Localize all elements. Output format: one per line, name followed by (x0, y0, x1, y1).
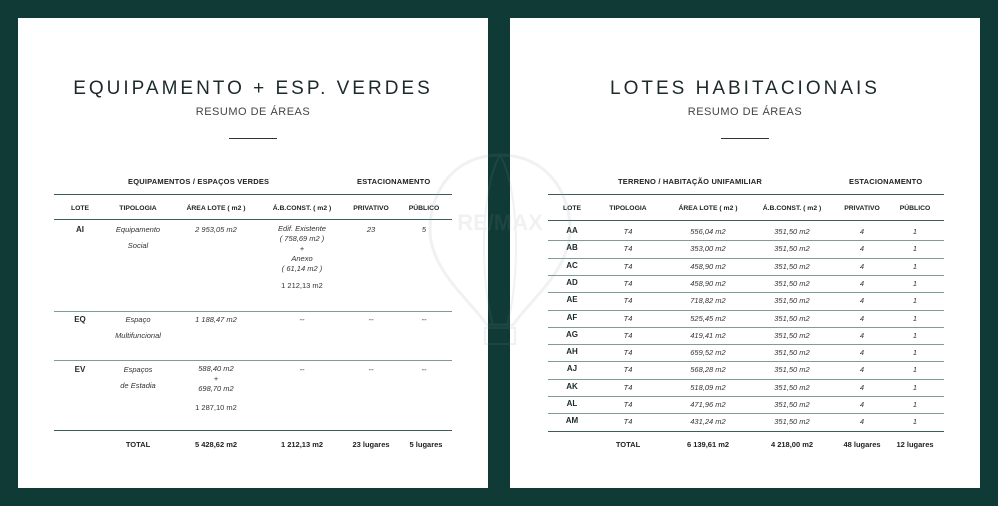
right-row-ae-privativo: 4 (859, 296, 865, 306)
right-header-publico: PÚBLICO (899, 205, 931, 212)
right-row-ae-abc: 351,50 m2 (774, 296, 810, 306)
right-divider (721, 138, 769, 139)
right-row-ab-lote: AB (566, 243, 578, 253)
right-row-ae-publico: 1 (912, 296, 918, 306)
text-line: + (213, 374, 219, 383)
right-row-ak-privativo: 4 (859, 382, 865, 392)
right-group-estacionamento: ESTACIONAMENTO (849, 177, 923, 186)
right-total-abc: 4 218,00 m2 (770, 440, 814, 449)
text-line: Equipamento (115, 225, 161, 234)
right-row-ag-publico: 1 (912, 330, 918, 340)
text-line: Espaço (125, 315, 151, 324)
right-row-ad-tipologia: T4 (623, 278, 633, 288)
text-line: Edif. Existente (278, 224, 326, 233)
left-row-ai-publico: 5 (421, 225, 427, 234)
right-row-divider (548, 396, 944, 397)
left-header-abc: Á.B.CONST. ( m2 ) (272, 205, 332, 212)
remax-balloon-watermark (425, 150, 575, 350)
left-row-eq-privativo: -- (368, 315, 374, 324)
right-row-aj-abc: 351,50 m2 (774, 365, 810, 375)
right-row-divider (548, 310, 944, 311)
right-total-area: 6 139,61 m2 (686, 440, 730, 449)
right-row-divider (548, 240, 944, 241)
right-row-am-publico: 1 (912, 417, 918, 427)
left-row-divider (54, 311, 452, 312)
right-row-divider (548, 275, 944, 276)
left-total-line (54, 430, 452, 431)
left-row-eq-publico: -- (421, 315, 427, 324)
right-row-ab-privativo: 4 (859, 244, 865, 254)
right-row-ad-privativo: 4 (859, 278, 865, 288)
right-row-af-abc: 351,50 m2 (774, 313, 810, 323)
left-header-line-bottom (54, 219, 452, 220)
right-row-ad-abc: 351,50 m2 (774, 278, 810, 288)
left-divider (229, 138, 277, 139)
right-header-line-top (548, 194, 944, 195)
right-row-aa-privativo: 4 (859, 227, 865, 236)
left-group-equipamentos: EQUIPAMENTOS / ESPAÇOS VERDES (128, 177, 270, 186)
right-panel (510, 18, 980, 488)
right-row-aa-tipologia: T4 (623, 227, 633, 236)
text-line: de Estadia (120, 381, 156, 390)
right-row-aj-tipologia: T4 (623, 365, 633, 375)
left-row-eq-tipologia (102, 314, 174, 341)
left-subtitle: RESUMO DE ÁREAS (195, 106, 311, 118)
right-row-af-area: 525,45 m2 (690, 313, 726, 323)
left-header-lote: LOTE (70, 205, 90, 212)
right-row-ak-lote: AK (566, 381, 578, 391)
right-row-af-publico: 1 (912, 313, 918, 323)
right-row-ah-publico: 1 (912, 348, 918, 358)
right-row-aj-area: 568,28 m2 (690, 365, 726, 375)
left-row-ev-publico: -- (421, 365, 427, 374)
left-row-ev-area (176, 364, 256, 413)
right-row-am-area: 431,24 m2 (690, 417, 726, 427)
right-row-aa-abc: 351,50 m2 (774, 227, 810, 236)
right-total-privativo: 48 lugares (843, 440, 881, 449)
right-row-ad-lote: AD (566, 277, 578, 287)
text-line: 698,70 m2 (198, 384, 234, 393)
text-line: 588,40 m2 (198, 364, 234, 373)
right-row-al-tipologia: T4 (623, 400, 633, 409)
right-row-af-privativo: 4 (859, 313, 865, 323)
right-header-tipologia: TIPOLOGIA (609, 205, 647, 212)
right-row-divider (548, 258, 944, 259)
right-row-divider (548, 431, 944, 432)
left-row-ai-tipologia (106, 224, 170, 251)
left-header-tipologia: TIPOLOGIA (119, 205, 157, 212)
right-row-ah-lote: AH (566, 347, 578, 357)
right-row-divider (548, 292, 944, 293)
right-row-af-tipologia: T4 (623, 313, 633, 323)
left-header-publico: PÚBLICO (408, 205, 440, 212)
right-row-ae-area: 718,82 m2 (690, 296, 726, 306)
right-row-divider (548, 361, 944, 362)
right-row-ad-publico: 1 (912, 278, 918, 288)
right-row-ag-privativo: 4 (859, 330, 865, 340)
right-row-ac-abc: 351,50 m2 (774, 261, 810, 271)
text-line: Multifuncional (115, 331, 161, 340)
text-line: + (299, 244, 305, 253)
right-subtitle: RESUMO DE ÁREAS (687, 106, 803, 118)
left-row-ai-abc (263, 224, 341, 291)
right-row-aa-lote: AA (566, 226, 578, 235)
right-row-ac-privativo: 4 (859, 261, 865, 271)
right-row-ad-area: 458,90 m2 (690, 278, 726, 288)
left-header-privativo: PRIVATIVO (353, 205, 389, 212)
left-total-abc: 1 212,13 m2 (280, 440, 324, 449)
left-row-ev-abc: -- (299, 365, 305, 374)
right-row-aj-privativo: 4 (859, 365, 865, 375)
right-row-al-privativo: 4 (859, 400, 865, 409)
right-row-am-abc: 351,50 m2 (774, 417, 810, 427)
left-total-publico: 5 lugares (409, 440, 443, 449)
right-total-label: TOTAL (615, 440, 641, 449)
right-row-ah-abc: 351,50 m2 (774, 348, 810, 358)
right-row-aj-lote: AJ (566, 364, 578, 374)
right-header-abc: Á.B.CONST. ( m2 ) (762, 205, 822, 212)
left-header-area: ÁREA LOTE ( m2 ) (186, 205, 246, 212)
right-row-ak-tipologia: T4 (623, 382, 633, 392)
right-row-af-lote: AF (566, 312, 578, 322)
left-row-eq-abc: -- (299, 315, 305, 324)
right-row-am-lote: AM (565, 416, 579, 426)
right-header-line-bottom (548, 220, 944, 221)
right-row-ab-tipologia: T4 (623, 244, 633, 254)
left-total-area: 5 428,62 m2 (194, 440, 238, 449)
left-total-label: TOTAL (125, 440, 151, 449)
right-row-ae-lote: AE (566, 295, 578, 305)
right-row-al-lote: AL (566, 399, 578, 408)
right-row-ab-abc: 351,50 m2 (774, 244, 810, 254)
text-line: Espaços (123, 365, 153, 374)
text-line: Social (127, 241, 149, 250)
text-line: Anexo (291, 254, 313, 263)
right-row-ag-lote: AG (566, 329, 578, 339)
right-row-ac-lote: AC (566, 260, 578, 270)
right-row-ah-area: 659,52 m2 (690, 348, 726, 358)
text-line: ( 758,69 m2 ) (279, 234, 325, 243)
right-row-ak-abc: 351,50 m2 (774, 382, 810, 392)
right-row-aa-publico: 1 (912, 227, 918, 236)
right-total-publico: 12 lugares (896, 440, 934, 449)
right-row-ac-area: 458,90 m2 (690, 261, 726, 271)
left-panel (18, 18, 488, 488)
right-row-ab-area: 353,00 m2 (690, 244, 726, 254)
right-group-terreno: TERRENO / HABITAÇÃO UNIFAMILIAR (618, 177, 762, 186)
right-header-privativo: PRIVATIVO (844, 205, 880, 212)
left-row-ev-privativo: -- (368, 365, 374, 374)
right-row-ak-area: 518,09 m2 (690, 382, 726, 392)
left-row-eq-lote: EQ (74, 315, 86, 324)
right-row-ac-tipologia: T4 (623, 261, 633, 271)
right-row-ab-publico: 1 (912, 244, 918, 254)
left-row-ai-lote: AI (76, 225, 84, 234)
left-row-ev-lote: EV (74, 365, 86, 374)
right-row-ae-tipologia: T4 (623, 296, 633, 306)
right-row-aj-publico: 1 (912, 365, 918, 375)
text-line: 1 287,10 m2 (195, 403, 237, 412)
right-row-ak-publico: 1 (912, 382, 918, 392)
right-row-ag-area: 419,41 m2 (690, 330, 726, 340)
right-row-al-area: 471,96 m2 (690, 400, 726, 409)
right-row-ah-privativo: 4 (859, 348, 865, 358)
text-line: ( 61,14 m2 ) (281, 264, 323, 273)
right-title: LOTES HABITACIONAIS (610, 78, 880, 99)
watermark-text: RE/MAX (457, 210, 543, 235)
right-row-am-tipologia: T4 (623, 417, 633, 427)
right-row-al-abc: 351,50 m2 (774, 400, 810, 409)
right-row-ag-tipologia: T4 (623, 330, 633, 340)
right-row-divider (548, 379, 944, 380)
left-title: EQUIPAMENTO + ESP. VERDES (73, 78, 433, 99)
left-row-divider (54, 360, 452, 361)
right-row-divider (548, 344, 944, 345)
right-row-ag-abc: 351,50 m2 (774, 330, 810, 340)
right-row-al-publico: 1 (912, 400, 918, 409)
left-total-privativo: 23 lugares (352, 440, 390, 449)
right-row-ah-tipologia: T4 (623, 348, 633, 358)
right-row-ac-publico: 1 (912, 261, 918, 271)
text-line: 1 212,13 m2 (281, 281, 323, 290)
left-row-ai-privativo: 23 (366, 225, 376, 234)
left-row-eq-area: 1 188,47 m2 (195, 315, 237, 324)
left-header-line-top (54, 194, 452, 195)
left-row-ai-area: 2 953,05 m2 (195, 225, 237, 234)
right-row-aa-area: 556,04 m2 (690, 227, 726, 236)
left-group-estacionamento: ESTACIONAMENTO (357, 177, 431, 186)
right-row-am-privativo: 4 (859, 417, 865, 427)
right-header-lote: LOTE (562, 205, 582, 212)
left-row-ev-tipologia (106, 364, 170, 391)
right-row-divider (548, 327, 944, 328)
right-row-divider (548, 413, 944, 414)
right-header-area: ÁREA LOTE ( m2 ) (678, 205, 738, 212)
